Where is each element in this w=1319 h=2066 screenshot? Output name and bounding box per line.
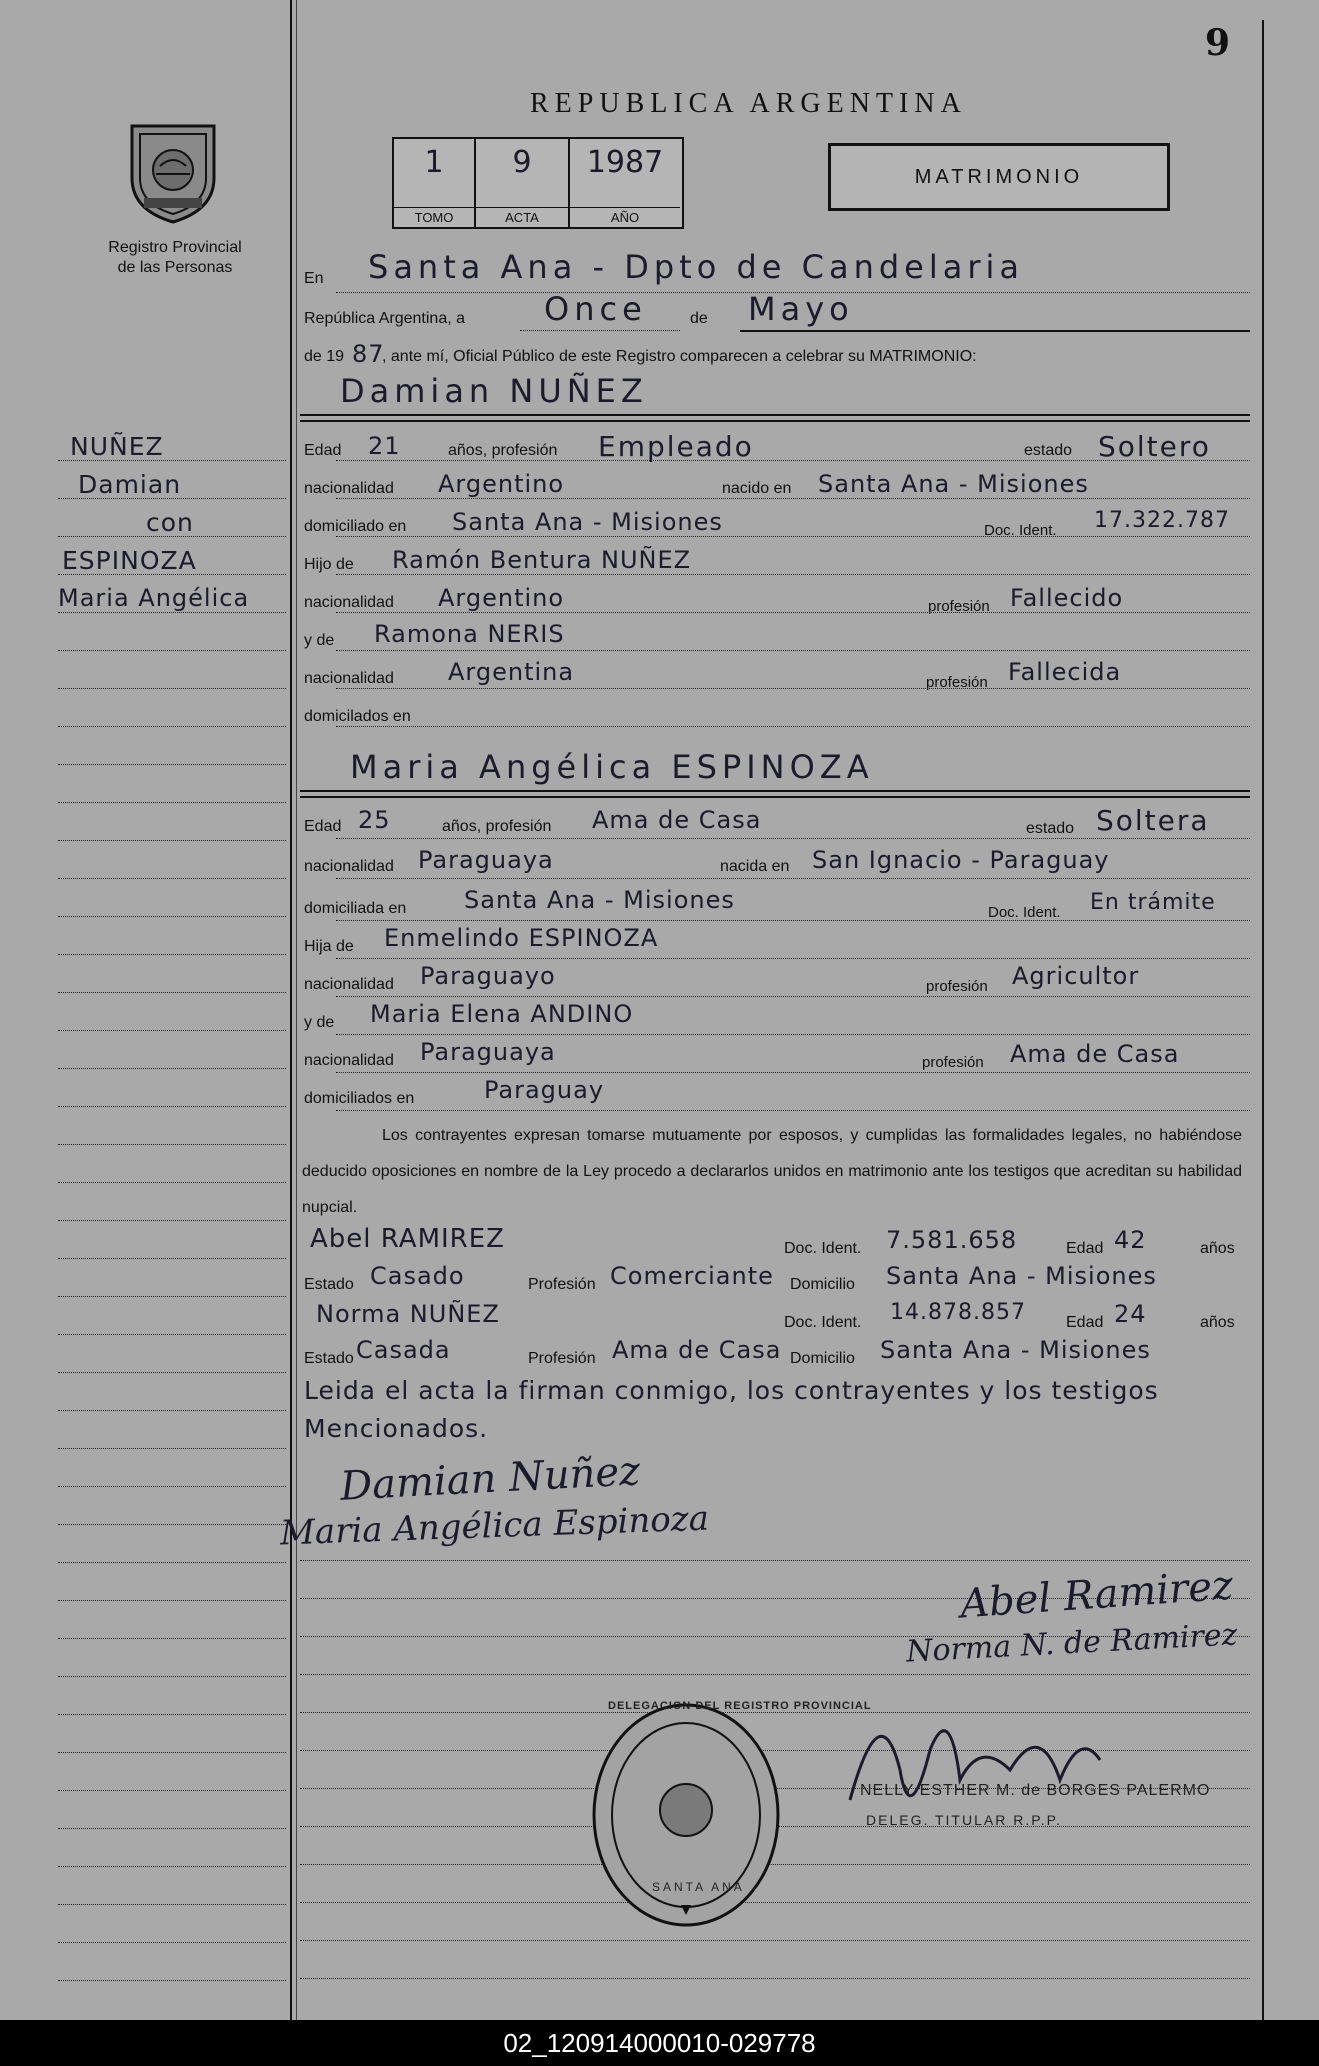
bride-dom-label: domiciliada en [304,900,407,917]
margin-dotted-line [58,1828,286,1829]
footer-code: 02_120914000010-029778 [0,2020,1319,2066]
bride-profesion: Ama de Casa [592,806,762,834]
groom-padre-nac: Argentino [438,584,565,612]
bride-doc-label: Doc. Ident. [988,904,1061,921]
witness-1-edad: 42 [1114,1226,1147,1254]
year-value: 87 [352,340,385,368]
bride-domiciliados: Paraguay [484,1076,605,1104]
witness-2-signature: Norma N. de Ramirez [905,1617,1239,1670]
bride-madre-prof: Ama de Casa [1010,1040,1180,1068]
witness-1-doc: 7.581.658 [886,1226,1018,1254]
margin-dotted-line [58,1486,286,1487]
official-name: NELLY ESTHER M. de BORGES PALERMO [860,1782,1211,1799]
bride-anos-prof-label: años, profesión [442,818,552,835]
margin-dotted-line [58,1106,286,1107]
en-label: En [304,270,324,287]
witness-2-profesion: Ama de Casa [612,1336,782,1364]
margin-dotted-line [58,1334,286,1335]
witness-1-profesion: Comerciante [610,1262,774,1290]
field-dotted-line [336,612,1250,613]
lower-dotted-line [300,1674,1250,1675]
bride-y-de-label: y de [304,1014,335,1031]
witness-2-estado-label: Estado [304,1350,354,1367]
witness-1-prof-label: Profesión [528,1276,596,1293]
witness-2-name: Norma NUÑEZ [316,1300,500,1328]
lower-dotted-line [300,1978,1250,1979]
bride-padre-prof: Agricultor [1012,962,1140,990]
ano-label: AÑO [570,207,680,225]
groom-madre: Ramona NERIS [374,620,565,648]
bride-nac-label: nacionalidad [304,858,394,875]
bride-estado: Soltera [1096,804,1210,837]
margin-dotted-line [58,688,286,689]
acta-value: 9 [512,145,532,180]
witness-1-signature: Abel Ramirez [958,1562,1235,1628]
groom-signature: Damian Nuñez [339,1448,642,1510]
provincial-seal-icon [122,118,224,226]
field-dotted-line [336,460,1250,461]
margin-dotted-line [58,992,286,993]
groom-padre: Ramón Bentura NUÑEZ [392,546,692,574]
margin-name-2: Damian [78,470,182,499]
witness-1-estado-label: Estado [304,1276,354,1293]
margin-dotted-line [58,1030,286,1031]
groom-name-line-2 [300,420,1250,422]
margin-dotted-line [58,1372,286,1373]
groom-nacido-en: Santa Ana - Misiones [818,470,1089,498]
margin-dotted-line [58,1524,286,1525]
ano-cell [570,139,680,227]
witness-2-anos-label: años [1200,1314,1235,1331]
witness-1-anos-label: años [1200,1240,1235,1257]
field-dotted-line [336,920,1250,921]
bride-nacida-en: San Ignacio - Paraguay [812,846,1110,874]
declaration-text: Los contrayentes expresan tomarse mutuamente por esposos, y cumplidas las formalidades legales, no habiéndose deducido oposiciones en nombre de la Ley procedo a declararlos unidos en matrimonio ante los testigos que acreditan su habilidad nupcial. [302,1127,1242,1216]
witness-2-edad-label: Edad [1066,1314,1104,1331]
margin-dotted-line [58,840,286,841]
groom-profesion: Empleado [598,430,754,463]
witness-1-estado: Casado [370,1262,465,1290]
lower-dotted-line [300,1560,1250,1561]
bride-padre-nac: Paraguayo [420,962,556,990]
margin-name-1: NUÑEZ [70,432,164,461]
acta-label: ACTA [476,207,568,225]
margin-dotted-line [58,878,286,879]
de-label: de [690,310,708,327]
margin-dotted-line [58,1220,286,1221]
margin-dotted-line [58,1904,286,1905]
bride-padre: Enmelindo ESPINOZA [384,924,659,952]
bride-name-line-2 [300,796,1250,798]
margin-dotted-line [58,1866,286,1867]
witness-2-dom-label: Domicilio [790,1350,855,1367]
field-dotted-line [336,498,1250,499]
field-dotted-line [336,1072,1250,1073]
witness-2-domicilio: Santa Ana - Misiones [880,1336,1151,1364]
margin-dotted-line [58,1676,286,1677]
witness-2-prof-label: Profesión [528,1350,596,1367]
field-dotted-line [336,958,1250,959]
witness-2-edad: 24 [1114,1300,1147,1328]
day-value: Once [544,290,647,328]
margin-name-5: Maria Angélica [58,584,250,612]
stamp-city: SANTA ANA [652,1880,745,1894]
margin-dotted-line [58,916,286,917]
witness-1-edad-label: Edad [1066,1240,1104,1257]
field-dotted-line [336,536,1250,537]
month-value: Mayo [748,290,854,328]
margin-dotted-line [58,460,286,461]
bride-edad: 25 [358,806,391,834]
margin-dotted-line [58,1600,286,1601]
margin-dotted-line [58,1562,286,1563]
groom-madre-prof: Fallecida [1008,658,1122,686]
bride-madre: Maria Elena ANDINO [370,1000,634,1028]
registry-label [80,238,270,278]
official-title: DELEG. TITULAR R.P.P. [866,1812,1063,1828]
groom-madre-nac-label: nacionalidad [304,670,394,687]
groom-name-line [300,414,1250,416]
witness-1-domicilio: Santa Ana - Misiones [886,1262,1157,1290]
bride-name: Maria Angélica ESPINOZA [350,748,874,786]
margin-dotted-line [58,802,286,803]
tomo-value: 1 [424,145,444,180]
bride-edad-label: Edad [304,818,342,835]
bride-signature: Maria Angélica Espinoza [279,1498,710,1554]
bride-madre-nac: Paraguaya [420,1038,556,1066]
margin-dotted-line [58,1296,286,1297]
groom-nacionalidad: Argentino [438,470,565,498]
margin-name-4: ESPINOZA [62,546,197,575]
margin-dotted-line [58,1258,286,1259]
field-dotted-line [336,650,1250,651]
field-dotted-line [336,688,1250,689]
registry-stamp-icon [586,1700,786,1930]
bride-nacionalidad: Paraguaya [418,846,554,874]
place-value: Santa Ana - Dpto de Candelaria [368,248,1025,286]
margin-dotted-line [58,1638,286,1639]
margin-dotted-line [58,764,286,765]
margin-dotted-line [58,1410,286,1411]
left-border-line [290,0,292,2020]
acta-cell [476,139,570,227]
margin-dotted-line [58,536,286,537]
bride-nacida-label: nacida en [720,858,790,875]
registry-line-2: de las Personas [117,259,233,276]
groom-estado: Soltero [1098,430,1211,463]
groom-padre-prof: Fallecido [1010,584,1124,612]
groom-estado-label: estado [1024,442,1073,459]
margin-dotted-line [58,498,286,499]
ano-value: 1987 [586,145,664,180]
month-line [740,330,1250,332]
lower-dotted-line [300,1940,1250,1941]
registry-line-1: Registro Provincial [108,239,242,256]
right-border-line [1262,20,1264,2020]
page-edge-line [296,0,297,2020]
groom-madre-prof-label: profesión [926,674,988,691]
groom-name: Damian NUÑEZ [340,372,648,410]
field-dotted-line [336,878,1250,879]
year-label: de 19 [304,348,345,365]
tomo-label: TOMO [394,207,474,225]
groom-madre-nac: Argentina [448,658,575,686]
margin-dotted-line [58,954,286,955]
document-type-box: MATRIMONIO [828,143,1170,211]
margin-dotted-line [58,1714,286,1715]
witness-2-doc-label: Doc. Ident. [784,1314,862,1331]
groom-dom-label: domiciliado en [304,518,407,535]
page-number: 9 [1205,22,1231,64]
country-title: REPUBLICA ARGENTINA [530,88,967,119]
groom-edad-label: Edad [304,442,342,459]
bride-name-line [300,790,1250,792]
ante-text: , ante mí, Oficial Público de este Registro comparecen a celebrar su MATRIMONIO: [382,348,977,365]
groom-anos-prof-label: años, profesión [448,442,558,459]
witness-1-name: Abel RAMIREZ [310,1224,505,1254]
margin-dotted-line [58,1068,286,1069]
stamp-text: DELEGACION DEL REGISTRO PROVINCIAL [608,1700,872,1712]
bride-domiciliados-label: domiciliados en [304,1090,415,1107]
bride-padre-prof-label: profesión [926,978,988,995]
groom-nac-label: nacionalidad [304,480,394,497]
republica-label: República Argentina, a [304,310,465,327]
groom-padre-nac-label: nacionalidad [304,594,394,611]
record-number-table [392,137,684,229]
field-dotted-line [336,574,1250,575]
day-line [520,330,680,331]
bride-domicilio: Santa Ana - Misiones [464,886,735,914]
witness-1-doc-label: Doc. Ident. [784,1240,862,1257]
closing-text: Leida el acta la firman conmigo, los contrayentes y los testigos Mencionados. [304,1376,1159,1443]
margin-dotted-line [58,726,286,727]
margin-dotted-line [58,650,286,651]
field-dotted-line [336,838,1250,839]
groom-domiciliados-label: domicilados en [304,708,411,725]
groom-nacido-label: nacido en [722,480,792,497]
field-dotted-line [336,726,1250,727]
groom-hijo-label: Hijo de [304,556,354,573]
witness-1-dom-label: Domicilio [790,1276,855,1293]
bride-padre-nac-label: nacionalidad [304,976,394,993]
margin-dotted-line [58,1942,286,1943]
groom-edad: 21 [368,432,401,460]
bride-hija-label: Hija de [304,938,354,955]
field-dotted-line [336,1034,1250,1035]
witness-2-doc: 14.878.857 [890,1300,1026,1325]
groom-padre-prof-label: profesión [928,598,990,615]
witness-2-estado: Casada [356,1336,451,1364]
groom-domicilio: Santa Ana - Misiones [452,508,723,536]
margin-dotted-line [58,1980,286,1981]
margin-dotted-line [58,612,286,613]
field-dotted-line [336,1110,1250,1111]
margin-dotted-line [58,1752,286,1753]
bride-doc: En trámite [1090,890,1216,915]
margin-dotted-line [58,574,286,575]
groom-doc-label: Doc. Ident. [984,522,1057,539]
bride-madre-prof-label: profesión [922,1054,984,1071]
groom-y-de-label: y de [304,632,335,649]
margin-dotted-line [58,1790,286,1791]
margin-dotted-line [58,1144,286,1145]
margin-dotted-line [58,1182,286,1183]
margin-dotted-line [58,1448,286,1449]
bride-madre-nac-label: nacionalidad [304,1052,394,1069]
bride-estado-label: estado [1026,820,1075,837]
groom-doc: 17.322.787 [1094,508,1230,533]
margin-name-3: con [146,508,194,537]
tomo-cell [394,139,476,227]
field-dotted-line [336,996,1250,997]
